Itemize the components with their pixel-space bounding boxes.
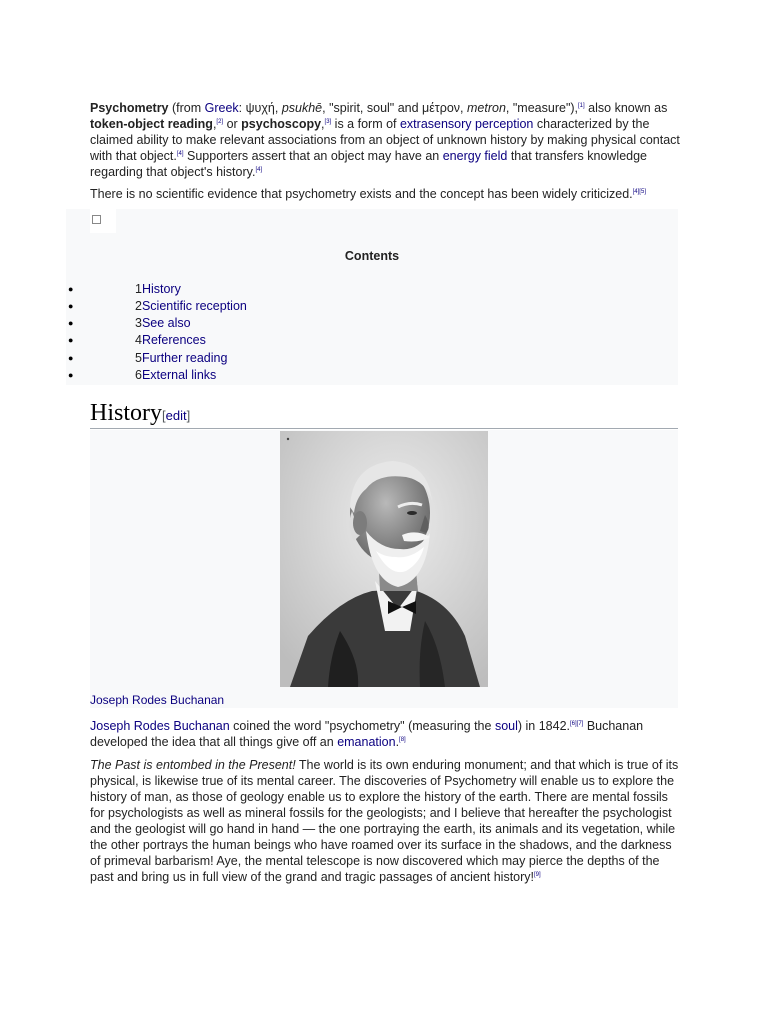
term-psychoscopy: psychoscopy [241, 117, 322, 131]
toc-toggle-checkbox[interactable] [92, 215, 101, 224]
citation-2[interactable]: [2] [216, 118, 224, 125]
citation-4b[interactable]: [4] [255, 166, 263, 173]
citation-6-7[interactable]: [6][7] [570, 720, 584, 727]
history-paragraph: Joseph Rodes Buchanan coined the word "psychometry" (measuring the soul) in 1842.[6][7] Buchanan developed the idea that all things give off an emanation.[8] [90, 719, 644, 749]
portrait-caption [90, 693, 224, 707]
portrait-figure [90, 430, 678, 708]
citation-9[interactable]: [9] [534, 871, 541, 878]
buchanan-link[interactable]: Joseph Rodes Buchanan [90, 719, 230, 733]
extrasensory-perception-link[interactable]: extrasensory perception [399, 117, 534, 131]
citation-8[interactable]: [8] [399, 736, 406, 743]
term-psychometry: Psychometry [90, 101, 169, 115]
toc-title: Contents [344, 249, 400, 263]
intro-paragraph: Psychometry (from Greek: ψυχή, psukhē, "spirit, soul" and μέτρον, metron, "measure"),[1] also known as token-object reading,[2] or psychoscopy,[3] is a form of extrasensory perception characterized by the claimed ability to make relevant associations from an object of unknown history by making physical contact with that object.[4] Supporters assert that an object may have an energy field that transfers knowledge regarding that object's history.[4] [90, 101, 680, 179]
edit-section-link[interactable]: edit [165, 408, 187, 423]
citation-4-5[interactable]: [4][5] [632, 188, 646, 195]
citation-3[interactable]: [3] [324, 118, 332, 125]
energy-field-link[interactable]: energy field [442, 149, 508, 163]
term-token-object-reading: token-object reading [90, 117, 213, 131]
toc-toggle[interactable] [90, 209, 116, 233]
portrait-illustration [280, 431, 488, 687]
soul-link[interactable]: soul [494, 719, 518, 733]
quote-opening: The Past is entombed in the Present! [90, 758, 296, 772]
history-heading: History[edit] [90, 398, 678, 429]
citation-1[interactable]: [1] [578, 102, 585, 109]
quote-paragraph: The Past is entombed in the Present! The world is its own enduring monument; and that which is true of its physical, is likewise true of its mental career. The discoveries of Psychometry will enable us to explore the history of man, as those of geology enable us to explore the history of the earth. There are mental fossils for psychologists as well as mineral fossils for the geologists; and I believe that hereafter the psychologist and the geologist will go hand in hand — the one portraying the earth, its animals and its vegetation, while the other portrays the human beings who have roamed over its surface in the shadows, and the darkness of primeval barbarism! Aye, the mental telescope is now discovered which may pierce the depths of the past and bring us in full view of the grand and tragic passages of ancient history![9] [90, 758, 679, 884]
caption-buchanan-link[interactable]: Joseph Rodes Buchanan [90, 693, 225, 707]
portrait-image[interactable] [280, 431, 488, 687]
citation-4[interactable]: [4] [176, 150, 184, 157]
evidence-paragraph: There is no scientific evidence that psychometry exists and the concept has been widely criticized.[4][5] [90, 187, 646, 201]
emanation-link[interactable]: emanation [337, 735, 396, 749]
greek-link[interactable]: Greek [204, 101, 239, 115]
